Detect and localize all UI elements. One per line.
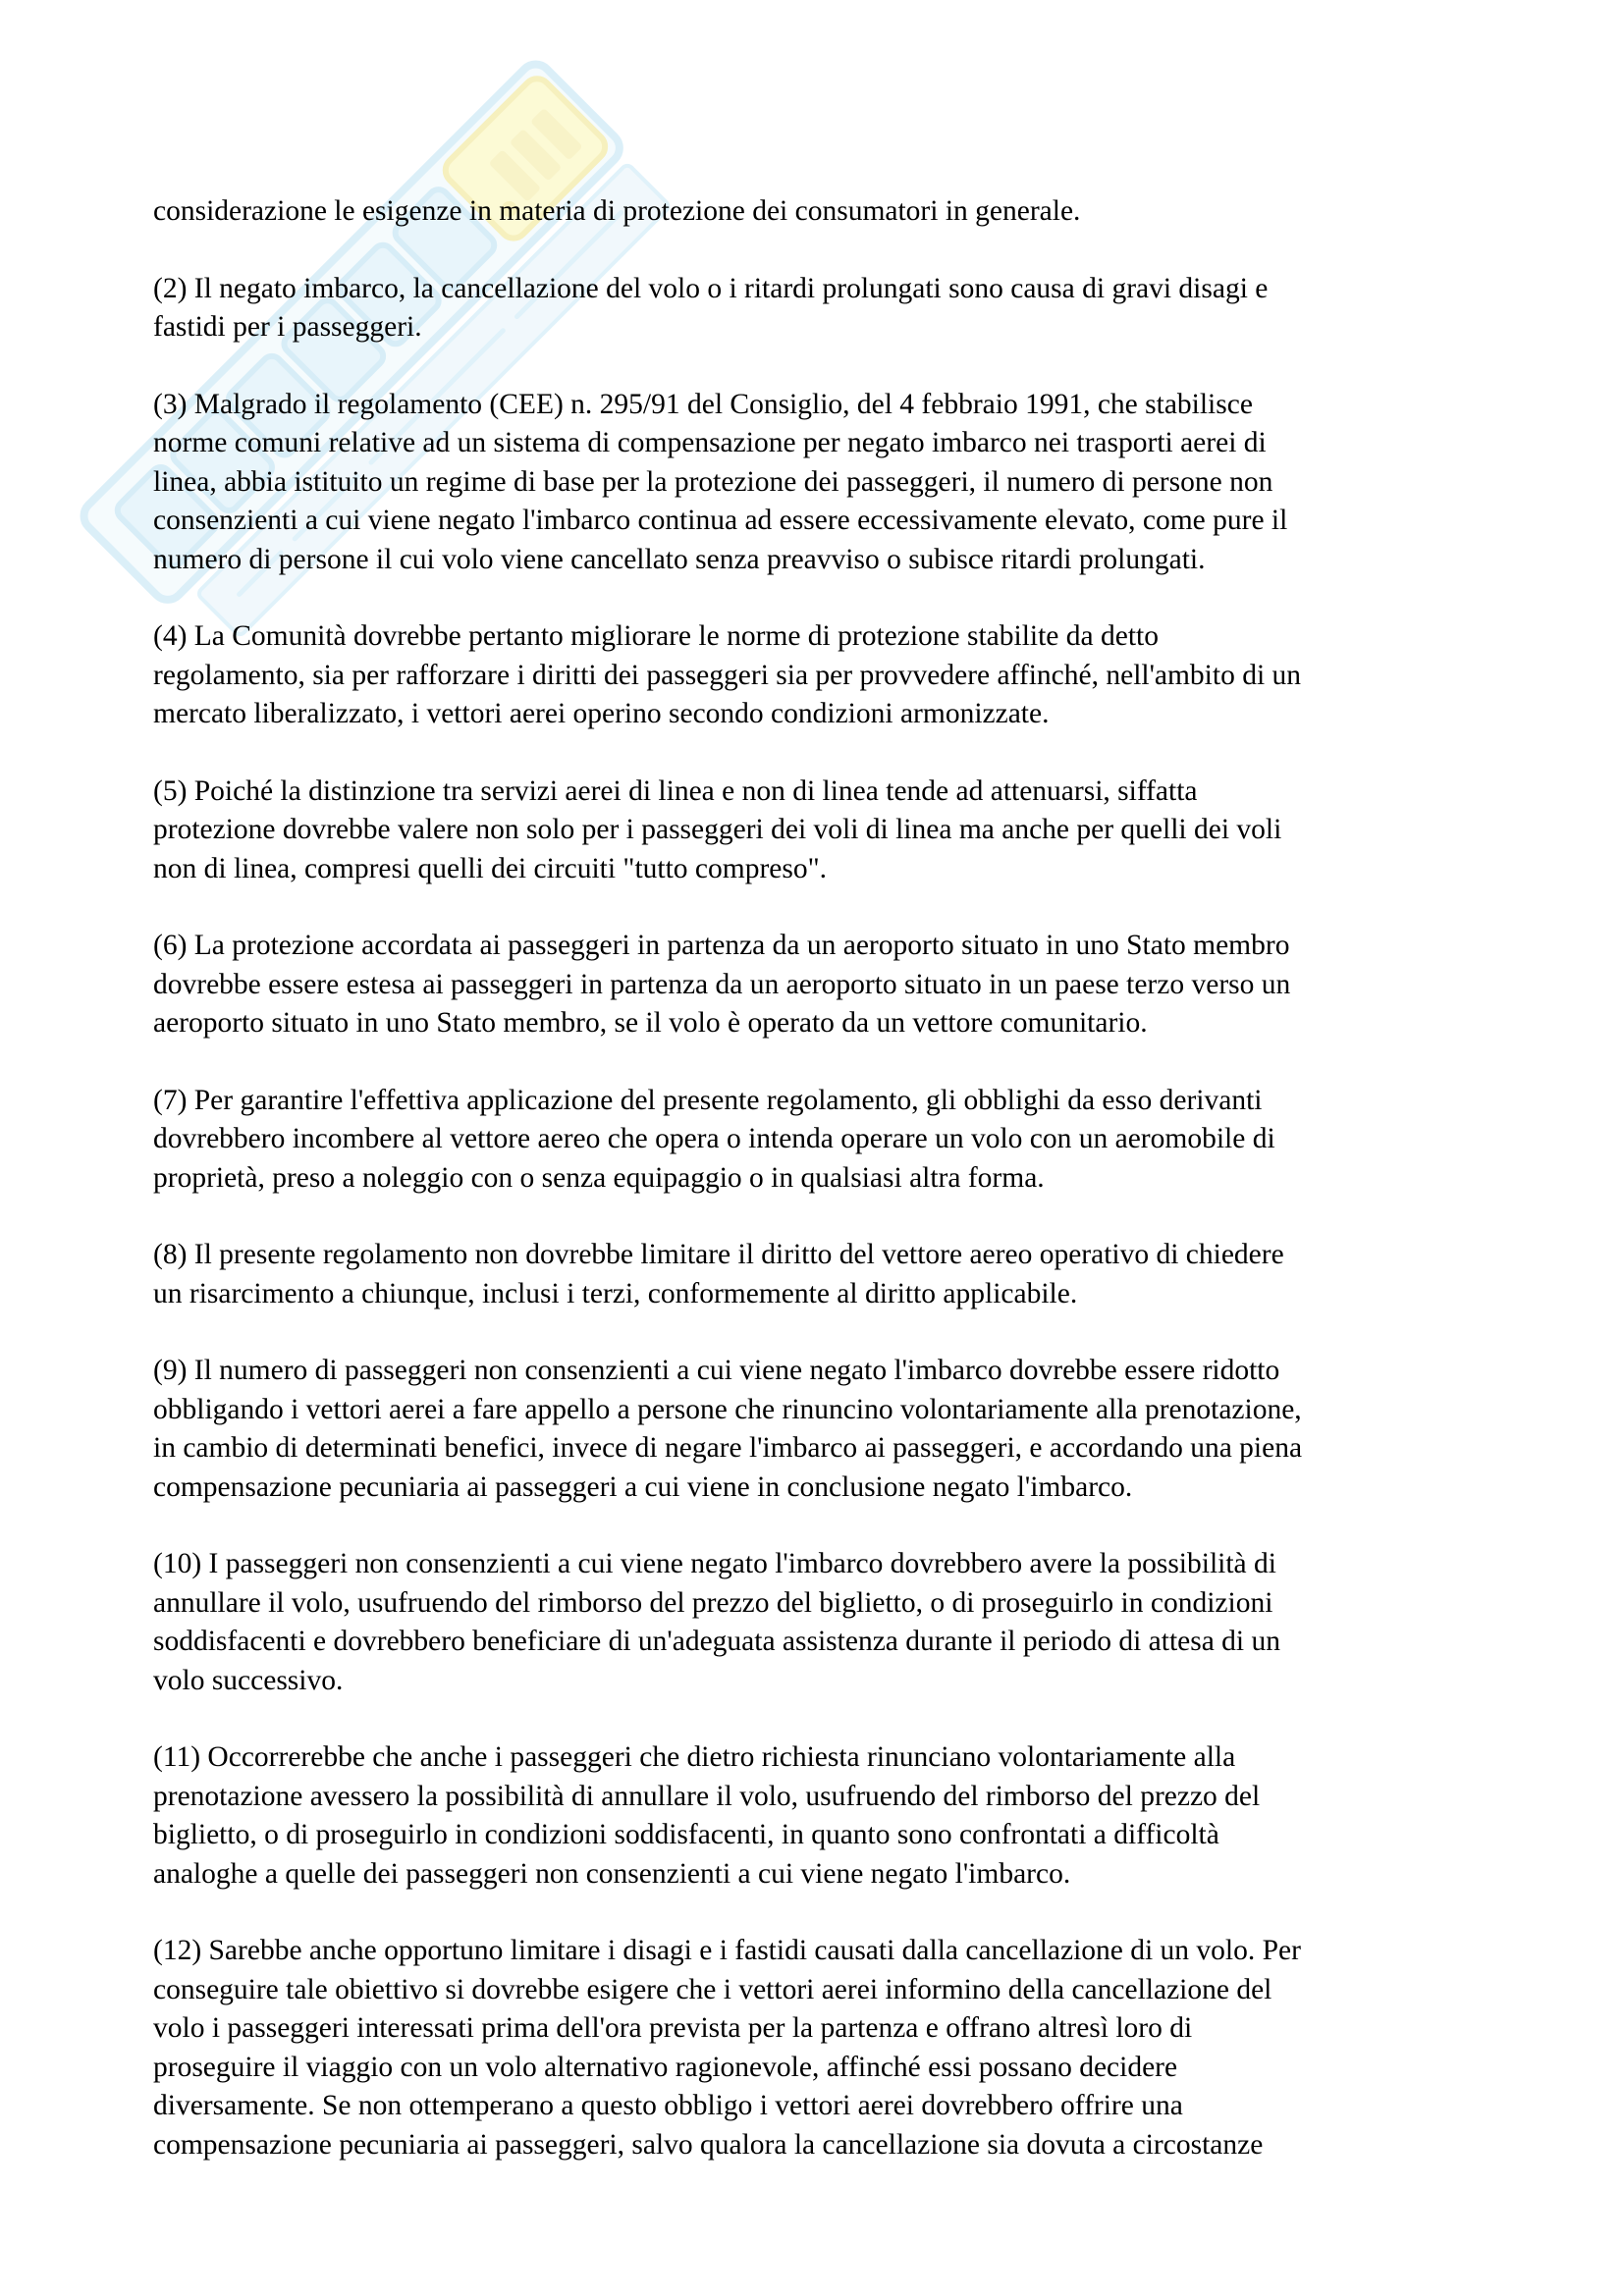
paragraph-4: (4) La Comunità dovrebbe pertanto migliorare le norme di protezione stabilite da detto regolamento, sia per rafforzare i diritti dei passeggeri sia per provvedere affinché, nell'ambito di un mercato liberalizzato, i vettori aerei operino secondo condizioni armonizzate.	[153, 620, 1302, 729]
paragraph-5: (5) Poiché la distinzione tra servizi aerei di linea e non di linea tende ad attenuarsi, siffatta protezione dovrebbe valere non solo per i passeggeri dei voli di linea ma anche per quelli dei voli non di linea, compresi quelli dei circuiti "tutto compreso".	[153, 774, 1282, 884]
paragraph-8: (8) Il presente regolamento non dovrebbe limitare il diritto del vettore aereo operativo di chiedere un risarcimento a chiunque, inclusi i terzi, conformemente al diritto applicabile.	[153, 1239, 1284, 1309]
document-body	[153, 192, 1474, 2164]
paragraph-3: (3) Malgrado il regolamento (CEE) n. 295/91 del Consiglio, del 4 febbraio 1991, che stabilisce norme comuni relative ad un sistema di compensazione per negato imbarco nei trasporti aerei di linea, abbia istituito un regime di base per la protezione dei passeggeri, il numero di persone non consenzienti a cui viene negato l'imbarco continua ad essere eccessivamente elevato, come pure il numero di persone il cui volo viene cancellato senza preavviso o subisce ritardi prolungati.	[153, 388, 1288, 575]
paragraph-10: (10) I passeggeri non consenzienti a cui viene negato l'imbarco dovrebbero avere la possibilità di annullare il volo, usufruendo del rimborso del prezzo del biglietto, o di proseguirlo in condizioni soddisfacenti e dovrebbero beneficiare di un'adeguata assistenza durante il periodo di attesa di un volo successivo.	[153, 1548, 1281, 1696]
paragraph-9: (9) Il numero di passeggeri non consenzienti a cui viene negato l'imbarco dovrebbe essere ridotto obbligando i vettori aerei a fare appello a persone che rinuncino volontariamente alla prenotazione, in cambio di determinati benefici, invece di negare l'imbarco ai passeggeri, e accordando una piena compensazione pecuniaria ai passeggeri a cui viene in conclusione negato l'imbarco.	[153, 1355, 1303, 1503]
paragraph-2: (2) Il negato imbarco, la cancellazione del volo o i ritardi prolungati sono causa di gravi disagi e fastidi per i passeggeri.	[153, 272, 1269, 343]
paragraph-6: (6) La protezione accordata ai passeggeri in partenza da un aeroporto situato in uno Stato membro dovrebbe essere estesa ai passeggeri in partenza da un aeroporto situato in un paese terzo verso un aeroporto situato in uno Stato membro, se il volo è operato da un vettore comunitario.	[153, 930, 1291, 1039]
paragraph-11: (11) Occorrerebbe che anche i passeggeri che dietro richiesta rinunciano volontariamente alla prenotazione avessero la possibilità di annullare il volo, usufruendo del rimborso del prezzo del biglietto, o di proseguirlo in condizioni soddisfacenti, in quanto sono confrontati a difficoltà analoghe a quelle dei passeggeri non consenzienti a cui viene negato l'imbarco.	[153, 1741, 1261, 1890]
paragraph-1: considerazione le esigenze in materia di protezione dei consumatori in generale.	[153, 195, 1081, 227]
paragraph-12: (12) Sarebbe anche opportuno limitare i disagi e i fastidi causati dalla cancellazione di un volo. Per conseguire tale obiettivo si dovrebbe esigere che i vettori aerei informino della cancellazione del volo i passeggeri interessati prima dell'ora prevista per la partenza e offrano altresì loro di proseguire il viaggio con un volo alternativo ragionevole, affinché essi possano decidere diversamente. Se non ottemperano a questo obbligo i vettori aerei dovrebbero offrire una compensazione pecuniaria ai passeggeri, salvo qualora la cancellazione sia dovuta a circostanze	[153, 1935, 1301, 2161]
paragraph-7: (7) Per garantire l'effettiva applicazione del presente regolamento, gli obblighi da esso derivanti dovrebbero incombere al vettore aereo che opera o intenda operare un volo con un aeromobile di proprietà, preso a noleggio con o senza equipaggio o in qualsiasi altra forma.	[153, 1084, 1275, 1194]
